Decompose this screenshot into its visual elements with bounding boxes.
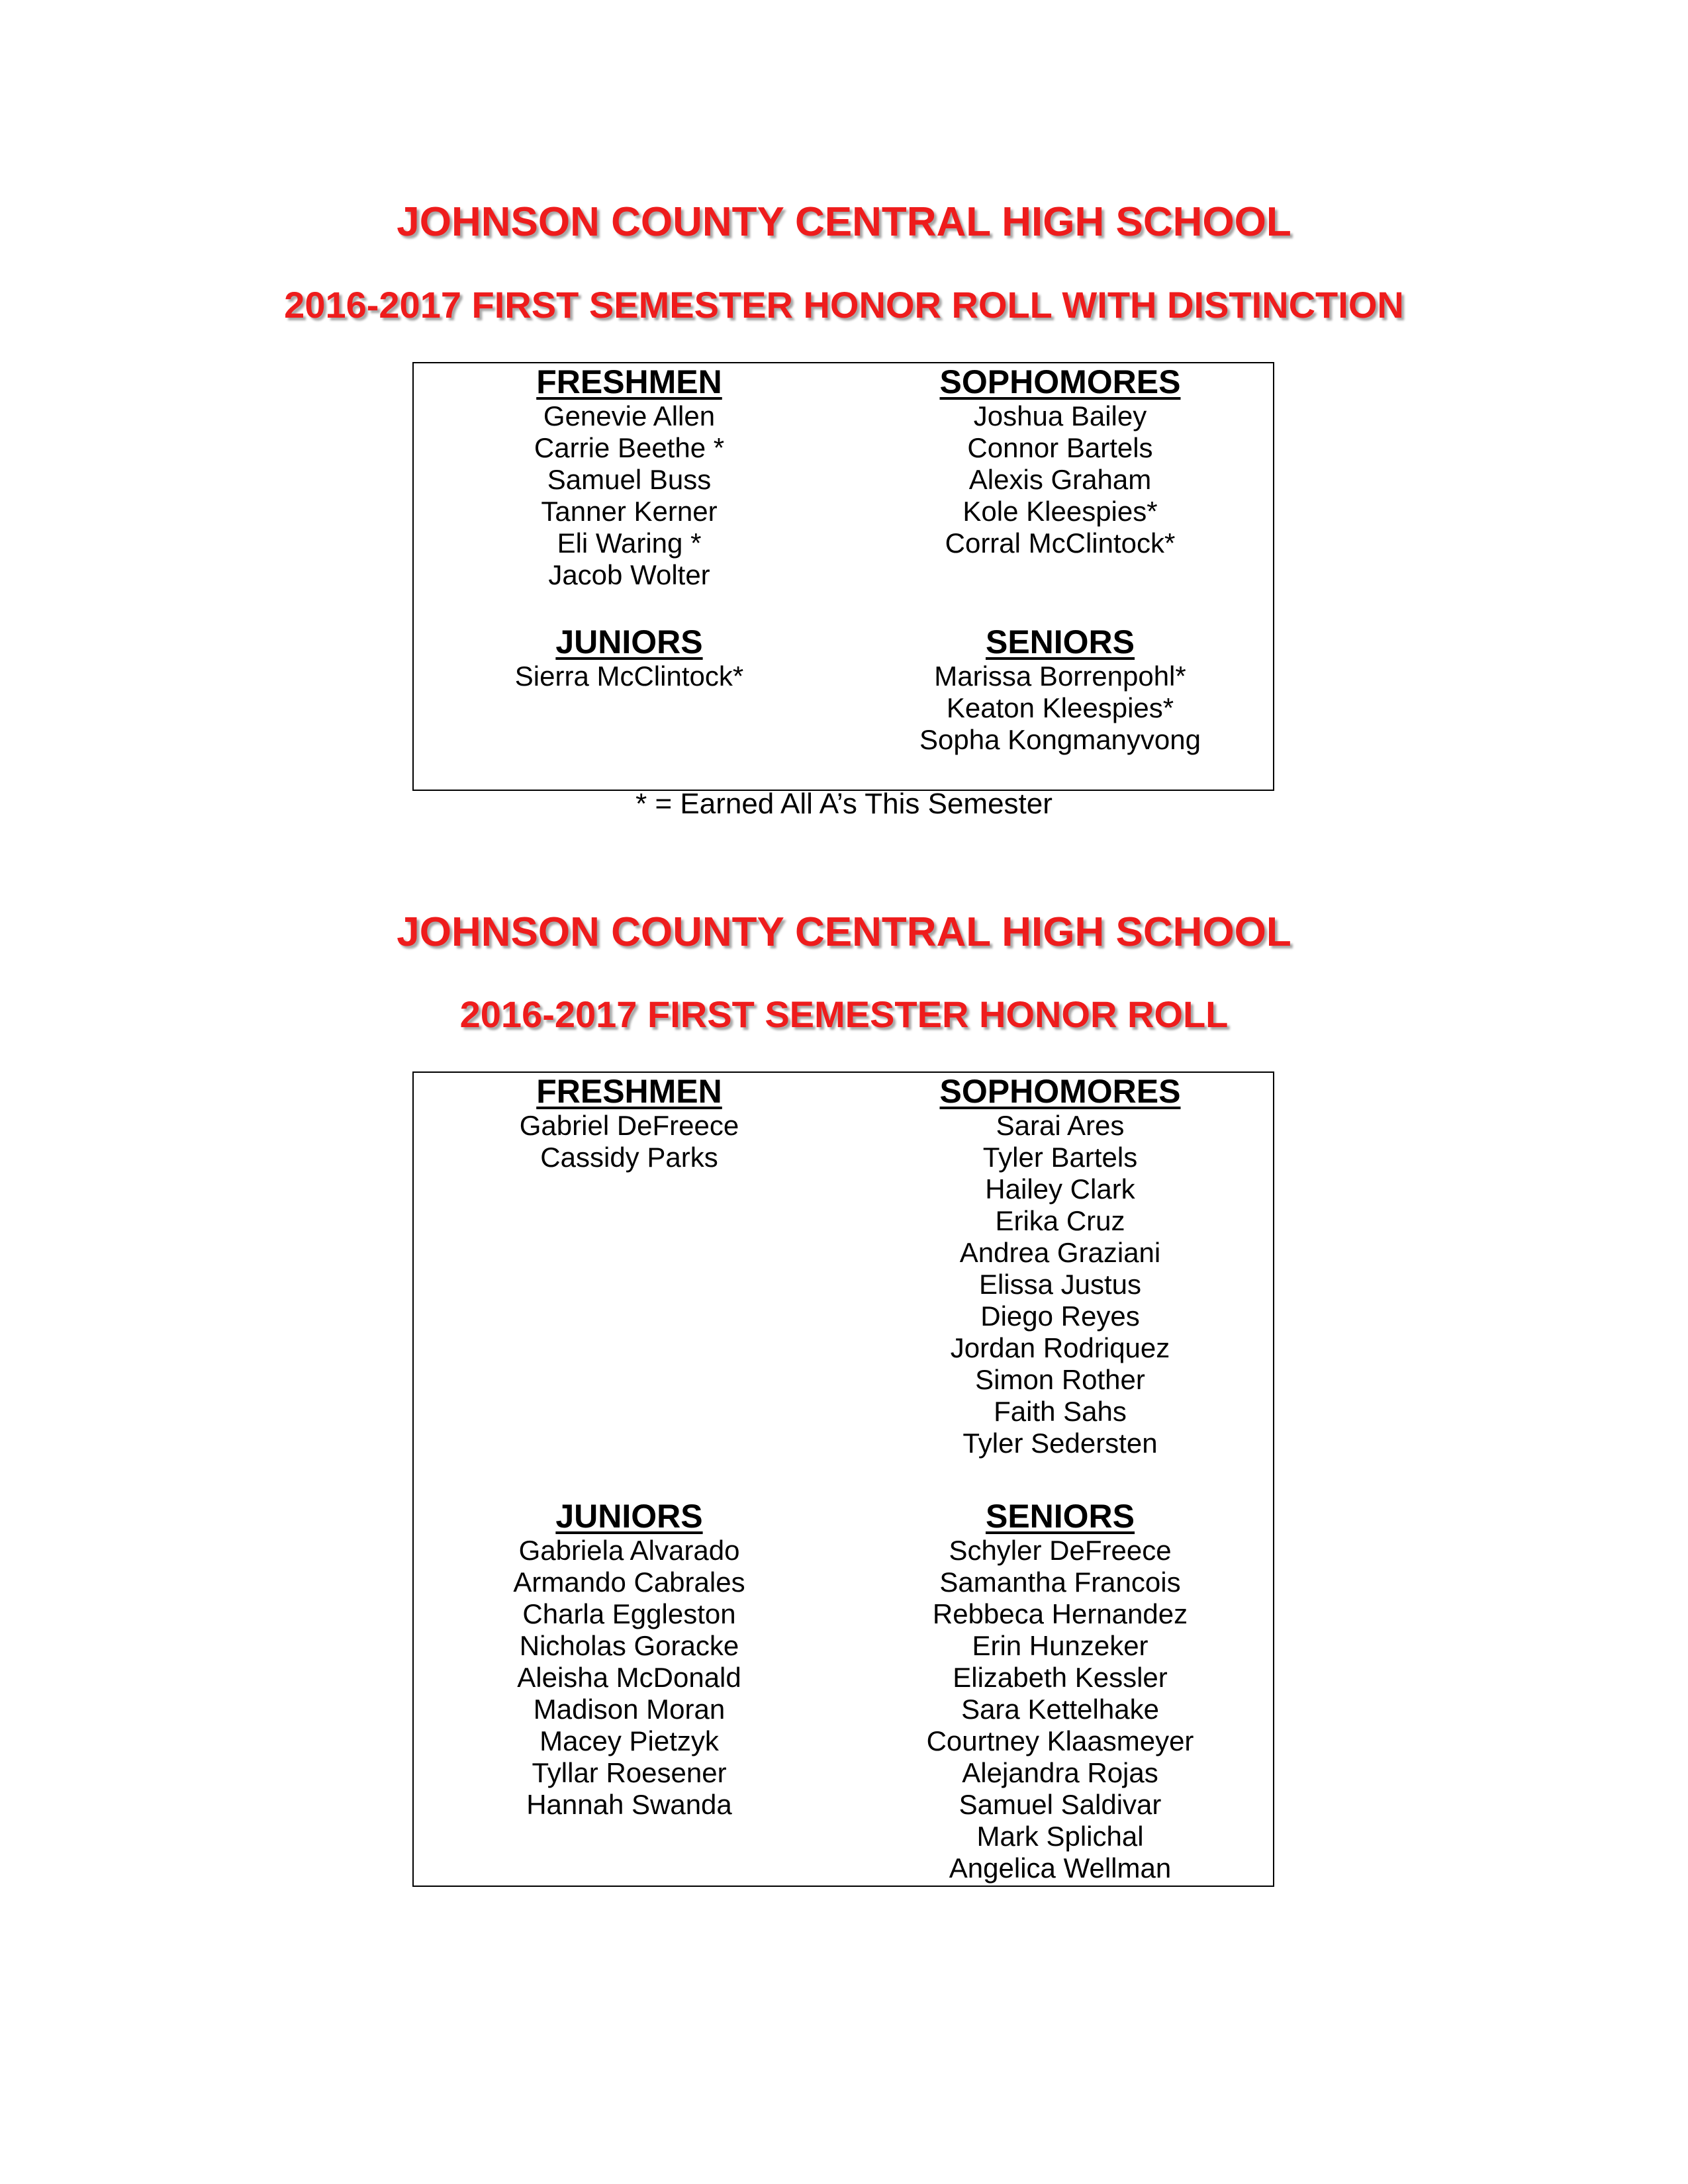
- student-name: Tyler Sedersten: [962, 1428, 1158, 1459]
- distinction-subtitle: 2016-2017 FIRST SEMESTER HONOR ROLL WITH DISTINCTION: [284, 284, 1404, 326]
- student-name: Alexis Graham: [968, 464, 1152, 495]
- student-name: Hannah Swanda: [526, 1789, 732, 1820]
- student-name: Andrea Graziani: [959, 1237, 1161, 1268]
- student-name: Tyler Bartels: [982, 1142, 1138, 1173]
- student-name: Erika Cruz: [995, 1205, 1125, 1236]
- student-name: Courtney Klaasmeyer: [926, 1725, 1194, 1756]
- student-name: Erin Hunzeker: [972, 1630, 1149, 1661]
- student-name: Diego Reyes: [980, 1300, 1140, 1332]
- student-name: Elizabeth Kessler: [953, 1662, 1168, 1693]
- student-name: Elissa Justus: [978, 1269, 1142, 1300]
- sophomores-heading: SOPHOMORES: [939, 1073, 1181, 1110]
- distinction-seniors-section: [845, 623, 1276, 756]
- juniors-list: [414, 1535, 845, 1821]
- student-name: Gabriel DeFreece: [519, 1110, 739, 1141]
- student-name: Keaton Kleespies*: [946, 692, 1174, 723]
- all-as-legend: * = Earned All A’s This Semester: [635, 788, 1053, 820]
- student-name: Samuel Saldivar: [959, 1789, 1162, 1820]
- distinction-freshmen-section: [414, 363, 845, 591]
- distinction-honor-box: [412, 362, 1274, 791]
- student-name: Kole Kleespies*: [962, 496, 1158, 527]
- student-name: Sierra McClintock*: [514, 660, 744, 692]
- sophomores-list: [845, 1110, 1276, 1459]
- juniors-heading: JUNIORS: [555, 1498, 703, 1535]
- student-name: Eli Waring *: [557, 527, 702, 559]
- student-name: Angelica Wellman: [949, 1852, 1172, 1884]
- seniors-list: [845, 660, 1276, 756]
- distinction-juniors-section: [414, 623, 845, 692]
- honor-freshmen-section: [414, 1073, 845, 1173]
- student-name: Marissa Borrenpohl*: [934, 660, 1186, 692]
- student-name: Jacob Wolter: [548, 559, 710, 590]
- student-name: Mark Splichal: [976, 1821, 1144, 1852]
- student-name: Schyler DeFreece: [949, 1535, 1172, 1566]
- freshmen-list: [414, 1110, 845, 1173]
- student-name: Tanner Kerner: [541, 496, 718, 527]
- student-name: Connor Bartels: [967, 432, 1153, 463]
- student-name: Alejandra Rojas: [962, 1757, 1158, 1788]
- student-name: Corral McClintock*: [945, 527, 1176, 559]
- sophomores-list: [845, 400, 1276, 559]
- juniors-list: [414, 660, 845, 692]
- freshmen-list: [414, 400, 845, 591]
- freshmen-heading: FRESHMEN: [536, 1073, 722, 1110]
- student-name: Samuel Buss: [547, 464, 712, 495]
- student-name: Sopha Kongmanyvong: [919, 724, 1201, 755]
- student-name: Cassidy Parks: [540, 1142, 718, 1173]
- student-name: Sara Kettelhake: [961, 1694, 1159, 1725]
- student-name: Sarai Ares: [996, 1110, 1125, 1141]
- student-name: Charla Eggleston: [522, 1598, 736, 1629]
- student-name: Nicholas Goracke: [519, 1630, 739, 1661]
- student-name: Joshua Bailey: [973, 400, 1147, 432]
- honor-subtitle: 2016-2017 FIRST SEMESTER HONOR ROLL: [459, 993, 1229, 1035]
- student-name: Simon Rother: [975, 1364, 1145, 1395]
- distinction-school-title: JOHNSON COUNTY CENTRAL HIGH SCHOOL: [397, 199, 1291, 245]
- sophomores-heading: SOPHOMORES: [939, 363, 1181, 400]
- seniors-heading: SENIORS: [985, 623, 1135, 660]
- distinction-sophomores-section: [845, 363, 1276, 559]
- juniors-heading: JUNIORS: [555, 623, 703, 660]
- honor-school-title: JOHNSON COUNTY CENTRAL HIGH SCHOOL: [397, 909, 1291, 955]
- freshmen-heading: FRESHMEN: [536, 363, 722, 400]
- student-name: Hailey Clark: [985, 1173, 1135, 1205]
- student-name: Armando Cabrales: [513, 1567, 745, 1598]
- student-name: Genevie Allen: [543, 400, 716, 432]
- student-name: Faith Sahs: [994, 1396, 1127, 1427]
- honor-sophomores-section: [845, 1073, 1276, 1459]
- student-name: Macey Pietzyk: [539, 1725, 719, 1756]
- student-name: Carrie Beethe *: [534, 432, 725, 463]
- student-name: Samantha Francois: [939, 1567, 1181, 1598]
- honor-roll-box: [412, 1071, 1274, 1887]
- student-name: Jordan Rodriquez: [950, 1332, 1170, 1363]
- honor-juniors-section: [414, 1498, 845, 1821]
- student-name: Aleisha McDonald: [517, 1662, 741, 1693]
- student-name: Tyllar Roesener: [532, 1757, 727, 1788]
- seniors-list: [845, 1535, 1276, 1884]
- honor-seniors-section: [845, 1498, 1276, 1884]
- student-name: Madison Moran: [533, 1694, 726, 1725]
- student-name: Gabriela Alvarado: [518, 1535, 740, 1566]
- seniors-heading: SENIORS: [985, 1498, 1135, 1535]
- student-name: Rebbeca Hernandez: [932, 1598, 1188, 1629]
